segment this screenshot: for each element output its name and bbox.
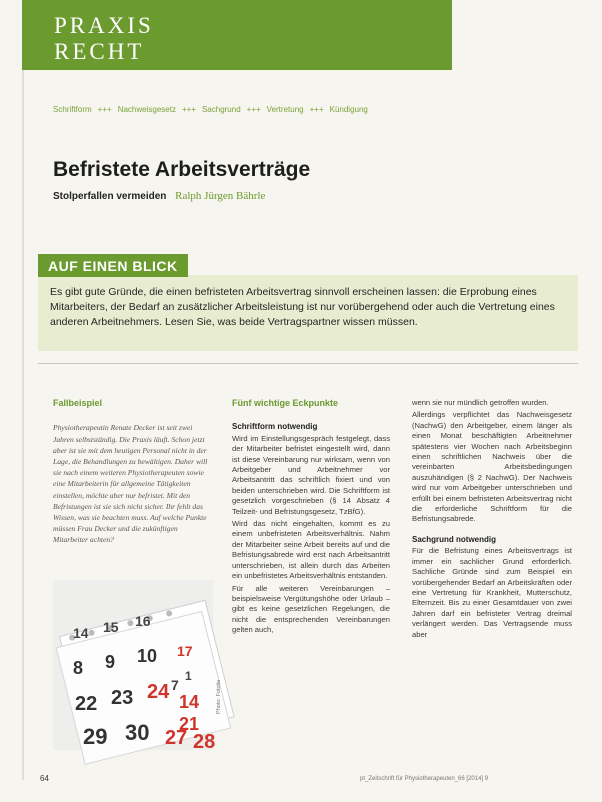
section-heading: Sachgrund notwendig bbox=[412, 534, 496, 544]
paragraph: wenn sie nur mündlich getroffen wurden. bbox=[412, 398, 549, 407]
article-subline bbox=[53, 190, 265, 202]
calendar-number: 9 bbox=[105, 652, 116, 672]
calendar-number: 15 bbox=[103, 619, 119, 635]
topic-tag: Kündigung bbox=[329, 105, 368, 114]
calendar-number: 27 bbox=[165, 727, 188, 749]
calendar-number: 21 bbox=[179, 714, 200, 734]
left-margin-rule bbox=[22, 70, 24, 780]
section-heading: Schriftform notwendig bbox=[232, 422, 318, 432]
summary-label: AUF EINEN BLICK bbox=[38, 254, 188, 277]
calendar-number: 14 bbox=[179, 692, 200, 712]
calendar-number: 28 bbox=[193, 731, 216, 753]
topic-separator: +++ bbox=[246, 105, 261, 114]
paragraph: Allerdings verpflichtet das Nachweisgesetz (NachwG) den Arbeitgeber, einem länger als einen Monat beschäftigten Arbeitnehmer spätestens vier Wochen nach Arbeitsbeginn einen schriftlichen Nachweis über die vereinbarten Arbeitsbedingungen auszuhändigen (§ 2 NachwG). Der Nachweis wird nur vom Arbeitgeber unterschrieben und erfüllt bei einem befristeten Arbeitsvertrag nicht die erforderliche Schriftform für die Befristungsabrede. bbox=[412, 410, 572, 524]
topic-tag: Schriftform bbox=[53, 105, 92, 114]
case-text: Physiotherapeutin Renate Decker ist seit zwei Jahren selbstständig. Die Praxis läuft. Schon jetzt aber ist sie mit dem heutigen Personal nicht in der Lage, die Behandlungen zu bewältigen. Daher will sie nach einem weiteren Physiotherapeuten sowie eine Mitarbeiterin für allgemeine Tätigkeiten einstellen, möchte aber nur befristet. Mit den Befristungen ist sie sich nicht sicher. Ihr fehlt das Wissen, was sie beachten muss. Auf welche Punkte müssen Frau Decker und die zukünftigen Mitarbeiter achten? bbox=[53, 423, 208, 545]
topic-tag: Nachweisgesetz bbox=[117, 105, 176, 114]
column-case-example bbox=[53, 398, 208, 546]
summary-box bbox=[38, 275, 578, 351]
page-number: 64 bbox=[40, 774, 49, 783]
paragraph: Für die Befristung eines Arbeitsvertrags ist immer ein sachlicher Grund erforderlich. Sachliche Gründe sind zum Beispiel ein vorübergehender Bedarf an Arbeitskräften oder eine Vertretung für Krankheit, Mutterschutz, Elternzeit. Bis zu einer Gesamtdauer von zwei Jahren darf ein befristeter Vertrag dreimal verlängert werden. Das Vertragsende muss aber bbox=[412, 546, 572, 639]
article-author: Ralph Jürgen Bährle bbox=[175, 190, 266, 202]
calendar-number: 1 bbox=[185, 669, 192, 683]
calendar-number: 8 bbox=[73, 658, 84, 678]
topic-tag: Sachgrund bbox=[201, 105, 241, 114]
summary-text: Es gibt gute Gründe, die einen befristeten Arbeitsvertrag sinnvoll erscheinen lassen: die Erprobung eines Mitarbeiters, der Bedarf an zusätzlicher Arbeitsleistung ist nur vorübergehend oder auch die Vertretung eines anderen Arbeitnehmers. Lesen Sie, was beide Vertragspartner wissen müssen. bbox=[50, 286, 555, 328]
topic-separator: +++ bbox=[309, 105, 324, 114]
column-key-points bbox=[232, 398, 390, 638]
calendar-number: 14 bbox=[73, 625, 89, 641]
calendar-number: 24 bbox=[147, 681, 170, 703]
calendar-number: 29 bbox=[83, 724, 108, 749]
article-subtitle: Stolperfallen vermeiden bbox=[53, 191, 167, 202]
column-continued bbox=[412, 398, 572, 642]
calendar-number: 17 bbox=[177, 643, 193, 659]
paragraph: Wird im Einstellungsgespräch festgelegt, dass der Mitarbeiter befristet eingestellt wird, dann ist diese Vereinbarung nur wirksam, wenn von Arbeitgeber und Arbeitnehmer vor Arbeitsantritt das schriftlich fixiert und von beiden unterschrieben wird. Die Schriftform ist gesetzlich vorgeschrieben (§ 14 Absatz 4 Teilzeit- und Befristungsgesetz, TzBfG). bbox=[232, 433, 390, 516]
calendar-number: 10 bbox=[137, 646, 158, 666]
calendar-number: 22 bbox=[75, 693, 98, 715]
divider bbox=[38, 363, 578, 364]
article-title: Befristete Arbeitsverträge bbox=[53, 158, 311, 181]
calendar-number: 16 bbox=[135, 613, 151, 629]
paragraph: Für alle weiteren Vereinbarungen – beispielsweise Vergütungshöhe oder Urlaub – gibt es keine gesetzlichen Regelungen, die nicht die entsprechenden Vereinbarungen gelten auch, bbox=[232, 583, 390, 635]
calendar-number: 7 bbox=[171, 677, 179, 693]
topic-tag: Vertretung bbox=[266, 105, 304, 114]
section-title-line1: PRAXIS bbox=[54, 13, 154, 38]
topic-separator: +++ bbox=[97, 105, 112, 114]
calendar-number: 23 bbox=[111, 687, 134, 709]
photo-credit: Photo: Fotolia bbox=[216, 680, 222, 714]
section-header-band bbox=[22, 0, 452, 70]
case-heading: Fallbeispiel bbox=[53, 398, 103, 408]
topic-separator: +++ bbox=[181, 105, 196, 114]
section-title-line2: RECHT bbox=[54, 39, 145, 64]
calendar-photo bbox=[53, 580, 216, 753]
calendar-number: 30 bbox=[125, 720, 150, 745]
key-points-heading: Fünf wichtige Eckpunkte bbox=[232, 398, 339, 408]
topic-tags bbox=[53, 105, 368, 114]
paragraph: Wird das nicht eingehalten, kommt es zu einem unbefristeten Arbeitsverhältnis. Nahm der Mitarbeiter seine Arbeit bereits auf und die Befristungsabrede wird erst nach Arbeitsantritt unterschrieben, ist allein durch das Arbeiten ein unbefristetes Arbeitsverhältnis entstanden. bbox=[232, 519, 390, 581]
journal-footer: pt_Zeitschrift für Physiotherapeuten_66 [2014] 9 bbox=[360, 776, 489, 782]
